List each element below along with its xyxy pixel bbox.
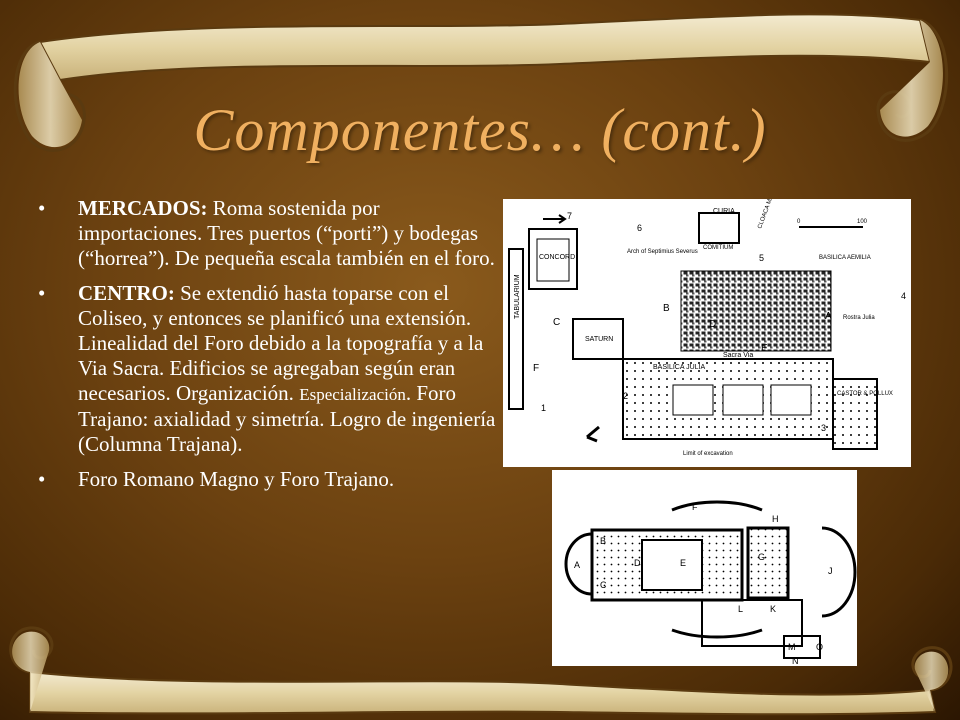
label-trajan-g: G <box>758 552 766 562</box>
bullet-marker: • <box>38 467 46 491</box>
label-trajan-k: K <box>770 604 777 614</box>
label-letter-d: D <box>709 319 717 330</box>
label-rostra: Rostra Julia <box>843 315 875 321</box>
label-curia: CURIA <box>713 208 735 215</box>
label-trajan-a: A <box>574 560 581 570</box>
label-saturn: SATURN <box>585 336 614 343</box>
label-trajan-n: N <box>792 656 799 666</box>
trajan-forum-plan <box>552 470 857 666</box>
bullet-item-centro <box>38 281 508 457</box>
label-trajan-j: J <box>828 566 833 576</box>
label-trajan-h: H <box>772 514 779 524</box>
label-limit: Limit of excavation <box>683 451 733 457</box>
label-tabularium: TABULARIUM <box>514 274 521 319</box>
slide-title: Componentes… (cont.) <box>193 97 767 163</box>
label-letter-f: F <box>533 363 540 374</box>
bullet-text: . Foro Trajano: axialidad y simetría. Logro de ingeniería (Columna Trajana). <box>78 381 496 456</box>
bullet-item-mercados <box>38 196 508 271</box>
label-basilica-aemilia: BASILICA AEMILIA <box>819 255 871 261</box>
label-concord: CONCORD <box>539 254 576 261</box>
label-trajan-o: O <box>816 642 824 652</box>
label-arch: Arch of Septimius Severus <box>627 249 698 255</box>
label-comitium: COMITIUM <box>703 245 734 251</box>
label-letter-e: E <box>761 343 768 354</box>
label-letter-c: C <box>553 317 561 328</box>
bullet-text-small: Especialización <box>299 385 406 404</box>
label-castor: CASTOR & POLLUX <box>837 391 893 397</box>
bullet-text: Foro Romano Magno y Foro Trajano. <box>78 467 395 491</box>
bullet-marker: • <box>38 196 46 220</box>
label-trajan-m: M <box>788 642 796 652</box>
label-scale-0: 0 <box>797 219 801 225</box>
label-trajan-d: D <box>634 558 641 568</box>
label-trajan-f: F <box>692 502 698 512</box>
bullet-marker: • <box>38 281 46 305</box>
label-number-7: 7 <box>567 211 573 221</box>
bullet-label: MERCADOS: <box>78 196 208 220</box>
label-number-3: 3 <box>821 423 827 433</box>
bullet-text: Roma sostenida por importaciones. Tres puertos (“porti”) y bodegas (“horrea”). De pequeña escala también en el foro. <box>78 196 495 270</box>
label-number-5: 5 <box>759 253 765 263</box>
label-letter-b: B <box>663 303 670 314</box>
label-letter-a: A <box>825 311 832 322</box>
label-sacra-via: Sacra Via <box>723 352 754 359</box>
label-number-4: 4 <box>901 291 907 301</box>
label-trajan-l: L <box>738 604 744 614</box>
label-trajan-e: E <box>680 558 687 568</box>
label-number-6: 6 <box>637 223 643 233</box>
label-trajan-c: C <box>600 580 607 590</box>
bullet-label: CENTRO: <box>78 281 175 305</box>
label-trajan-b: B <box>600 536 607 546</box>
label-scale-100: 100 <box>857 219 868 225</box>
roman-forum-plan <box>503 199 911 467</box>
label-number-2: 2 <box>623 391 629 401</box>
label-basilica-julia: BASILICA JULIA <box>653 364 706 371</box>
bullet-item-foros <box>38 467 508 492</box>
bullet-text: Se extendió hasta toparse con el Coliseo, y entonces se planificó una extensión. Linealidad del Foro debido a la topografía y a la Via Sacra. Edificios se agregaban según eran necesarios. Organización. <box>78 281 484 405</box>
label-number-1: 1 <box>541 403 547 413</box>
bullet-list <box>38 196 508 502</box>
